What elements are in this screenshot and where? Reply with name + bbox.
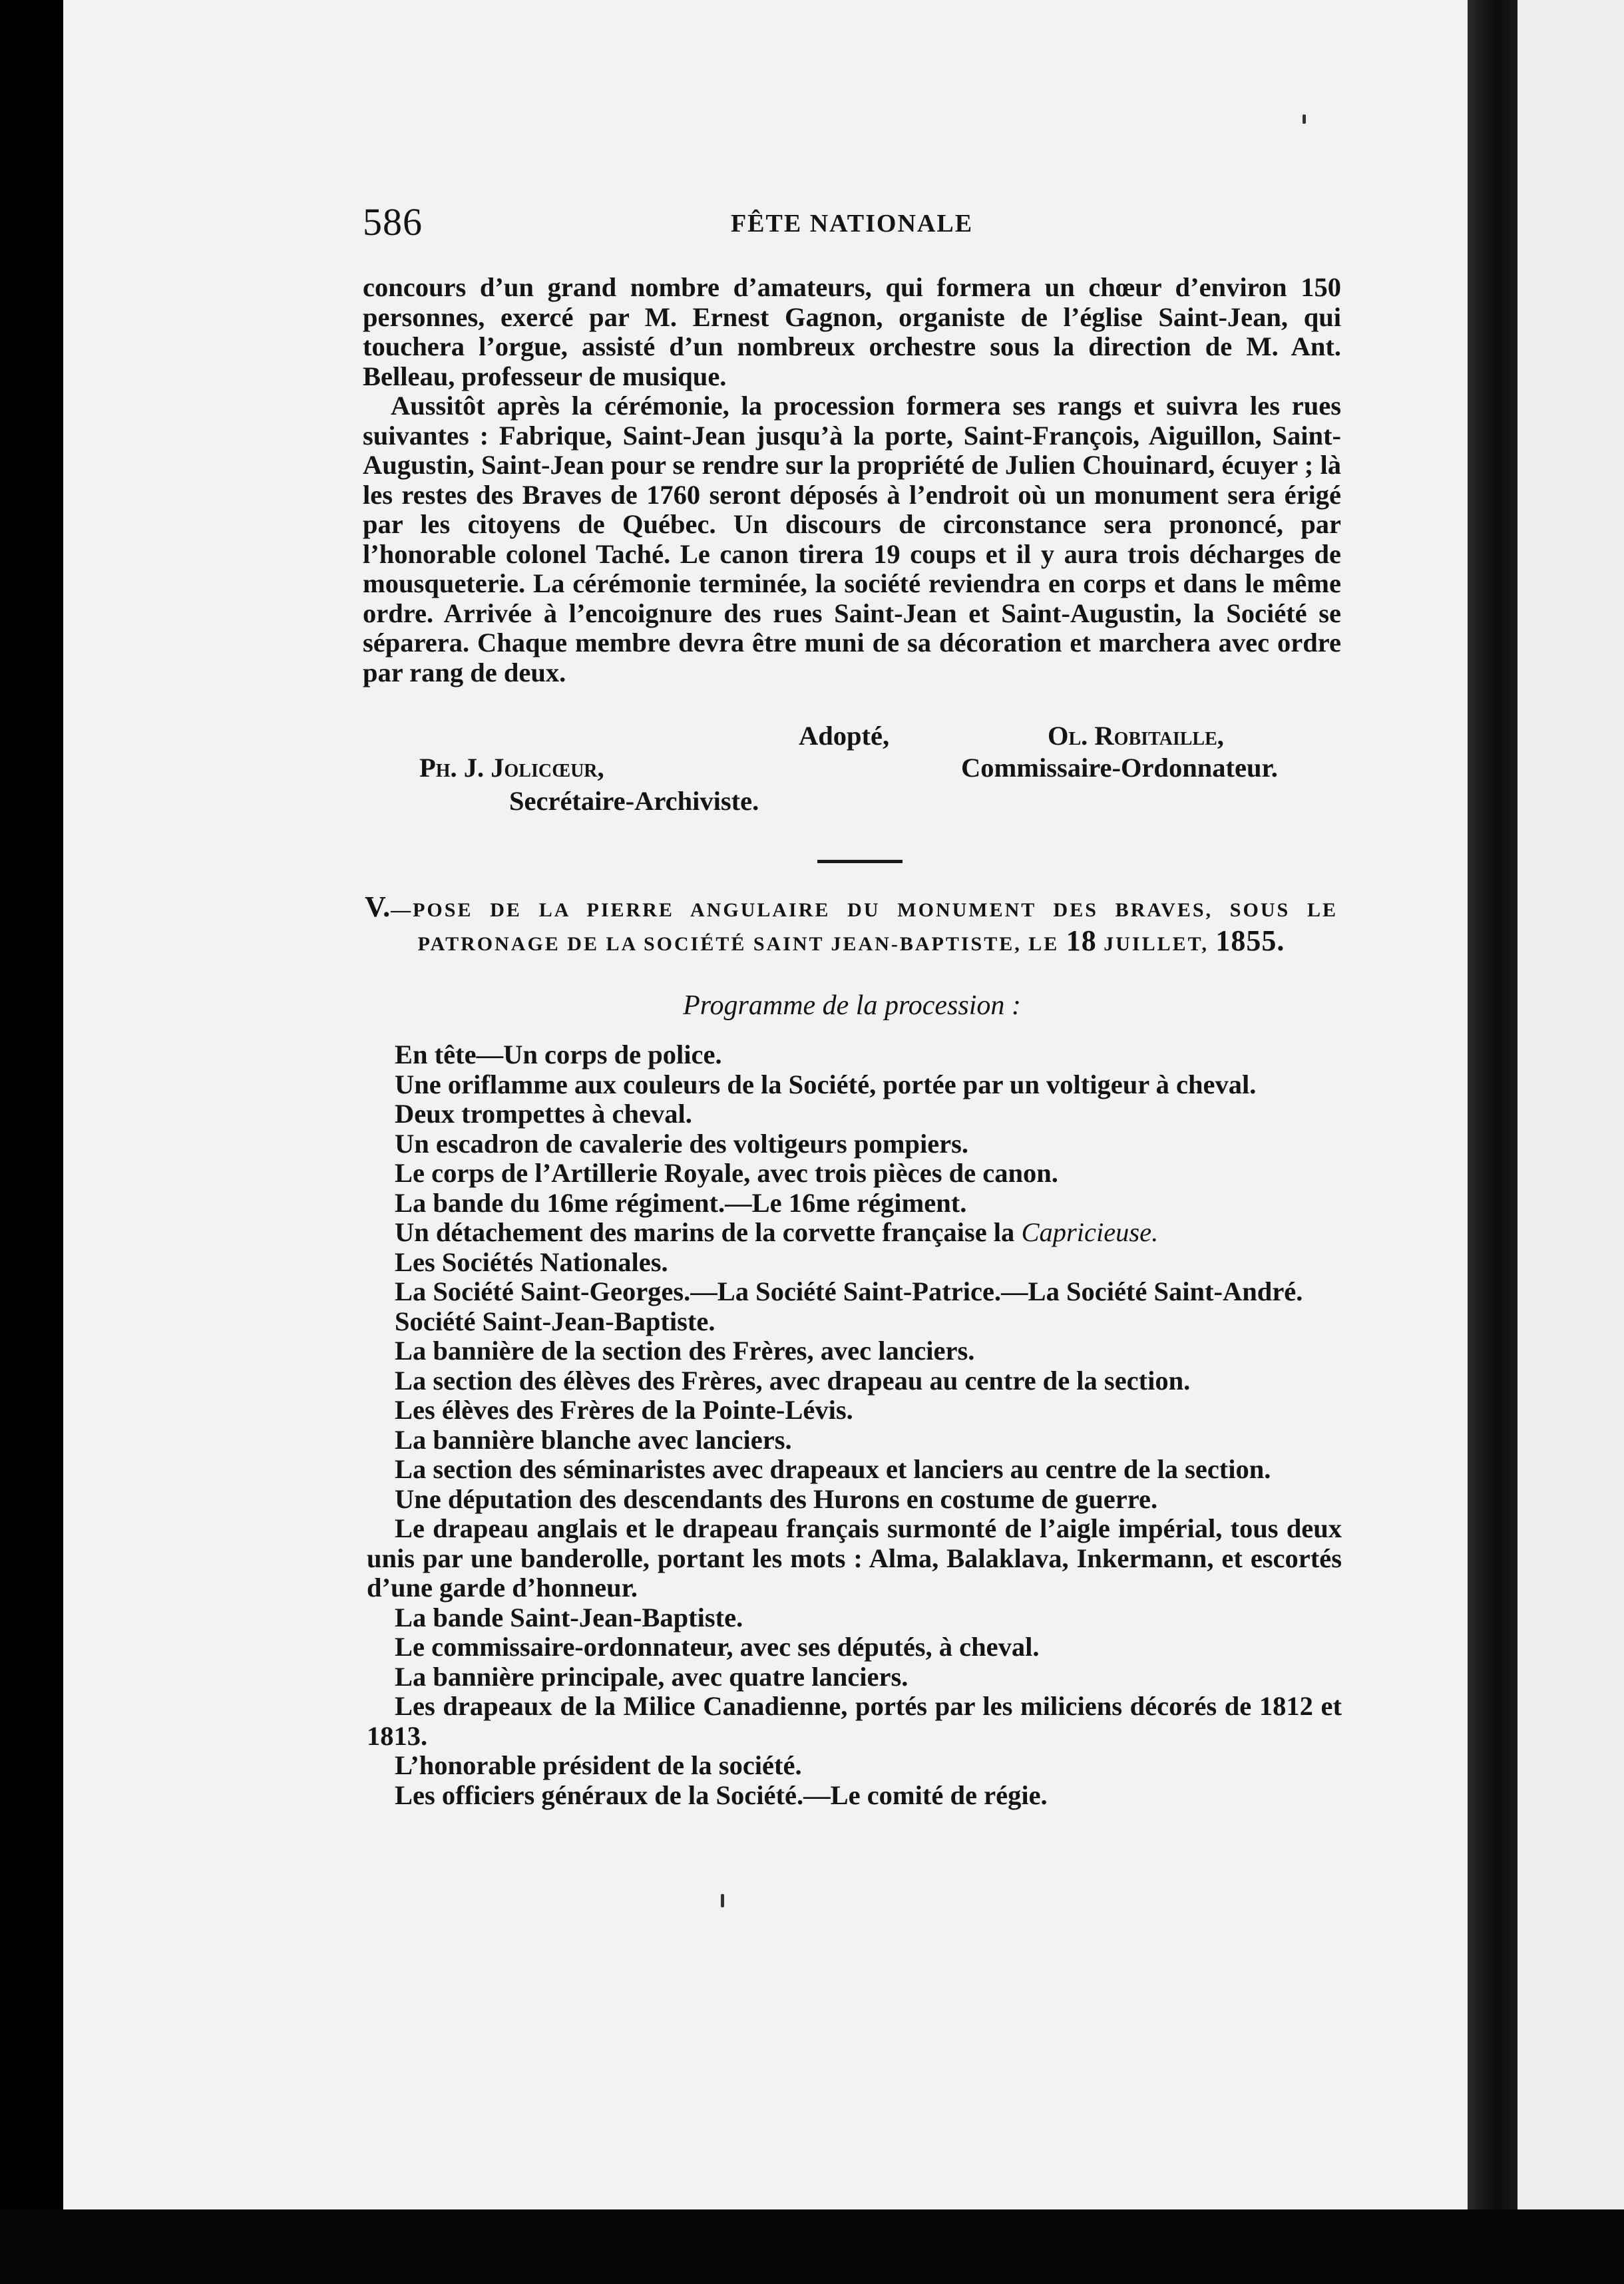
body-text (363, 273, 1341, 687)
running-title: FÊTE NATIONALE (730, 210, 974, 238)
list-item: Les Sociétés Nationales. (395, 1246, 668, 1277)
paragraph: Aussitôt après la cérémonie, la procession formera ses rangs et suivra les rues suivantes : Fabrique, Saint-Jean jusqu’à la porte, Saint-François, Aiguillon, Saint-Augustin, Saint-Jean pour se rendre sur la propriété de Julien Chouinard, écuyer ; là les restes des Braves de 1760 seront déposés à l’endroit où un monument sera érigé par les citoyens de Québec. Un discours de circonstance sera prononcé, par l’honorable colonel Taché. Le canon tirera 19 coups et il y aura trois décharges de mousqueterie. La cérémonie terminée, la société reviendra en corps et dans le même ordre. Arrivée à l’encoignure des rues Saint-Jean et Saint-Augustin, la Société se séparera. Chaque membre devra être muni de sa décoration et marchera avec ordre par rang de deux. (363, 391, 1341, 687)
signatory-name: Ol. Robitaille, (1048, 721, 1224, 751)
section-number: V. (365, 890, 391, 923)
section-heading-day: 18 (1066, 924, 1097, 957)
scan-speck (721, 1894, 724, 1907)
section-heading-line2: PATRONAGE DE LA SOCIÉTÉ SAINT JEAN-BAPTISTE, LE (417, 933, 1060, 955)
list-item: Le drapeau anglais et le drapeau français surmonté de l’aigle impérial, tous deux unis par une banderolle, portant les mots : Alma, Balaklava, Inkermann, et escortés d’une garde d’honneur. (367, 1513, 1342, 1603)
list-item: Les drapeaux de la Milice Canadienne, portés par les miliciens décorés de 1812 et 1813. (367, 1691, 1342, 1751)
list-item: Société Saint-Jean-Baptiste. (395, 1306, 715, 1336)
list-item: La bannière blanche avec lanciers. (395, 1424, 792, 1455)
list-item: La bannière principale, avec quatre lanciers. (395, 1661, 909, 1692)
signatory-title: Commissaire-Ordonnateur. (961, 753, 1278, 783)
list-item: La bannière de la section des Frères, avec lanciers. (395, 1336, 975, 1366)
list-item: Le corps de l’Artillerie Royale, avec trois pièces de canon. (395, 1158, 1058, 1188)
procession-list (367, 1040, 1342, 1810)
section-divider (817, 860, 903, 863)
scan-bottom-border (0, 2209, 1624, 2284)
signatory-title: Secrétaire-Archiviste. (509, 786, 759, 816)
scan-speck (1303, 114, 1306, 124)
list-item: Deux trompettes à cheval. (395, 1099, 692, 1129)
list-item: Une oriflamme aux couleurs de la Société, portée par un voltigeur à cheval. (395, 1069, 1257, 1099)
list-item: Un escadron de cavalerie des voltigeurs pompiers. (395, 1128, 969, 1159)
page-binding-shadow (1468, 0, 1518, 2209)
list-item: La bande du 16me régiment.—Le 16me régiment. (395, 1187, 967, 1218)
section-heading-month: JUILLET, (1104, 933, 1209, 955)
list-item: Une députation des descendants des Hurons en costume de guerre. (395, 1483, 1158, 1514)
list-item: Les élèves des Frères de la Pointe-Lévis. (395, 1395, 853, 1425)
signatory-name: Ph. J. Jolicœur, (419, 753, 604, 783)
page-header (363, 200, 1341, 246)
section-subtitle: Programme de la procession : (683, 990, 1021, 1021)
section-heading-year: 1855. (1215, 924, 1285, 957)
list-item: La section des élèves des Frères, avec drapeau au centre de la section. (395, 1365, 1191, 1396)
paragraph: concours d’un grand nombre d’amateurs, qui formera un chœur d’environ 150 personnes, exercé par M. Ernest Gagnon, organiste de l’église Saint-Jean, qui touchera l’orgue, assisté d’un nombreux orchestre sous la direction de M. Ant. Belleau, professeur de musique. (363, 272, 1341, 391)
list-item: La Société Saint-Georges.—La Société Saint-Patrice.—La Société Saint-André. (395, 1276, 1303, 1306)
section-heading (365, 892, 1338, 960)
list-item: L’honorable président de la société. (395, 1750, 802, 1780)
list-item: La bande Saint-Jean-Baptiste. (395, 1602, 743, 1632)
list-item: Les officiers généraux de la Société.—Le comité de régie. (395, 1780, 1048, 1810)
adopted-label: Adopté, (799, 721, 890, 751)
list-item-text: Un détachement des marins de la corvette française la (395, 1217, 1015, 1247)
ship-name: Capricieuse. (1021, 1217, 1159, 1247)
list-item: La section des séminaristes avec drapeaux et lanciers au centre de la section. (395, 1454, 1271, 1484)
page-number: 586 (363, 200, 423, 244)
adjacent-page-edge (1518, 0, 1624, 2209)
list-item: En tête—Un corps de police. (395, 1040, 722, 1069)
list-item: Le commissaire-ordonnateur, avec ses députés, à cheval. (395, 1632, 1040, 1662)
list-item (367, 1218, 1342, 1248)
section-heading-line1: —POSE DE LA PIERRE ANGULAIRE DU MONUMENT DES BRAVES, SOUS LE (391, 899, 1338, 921)
